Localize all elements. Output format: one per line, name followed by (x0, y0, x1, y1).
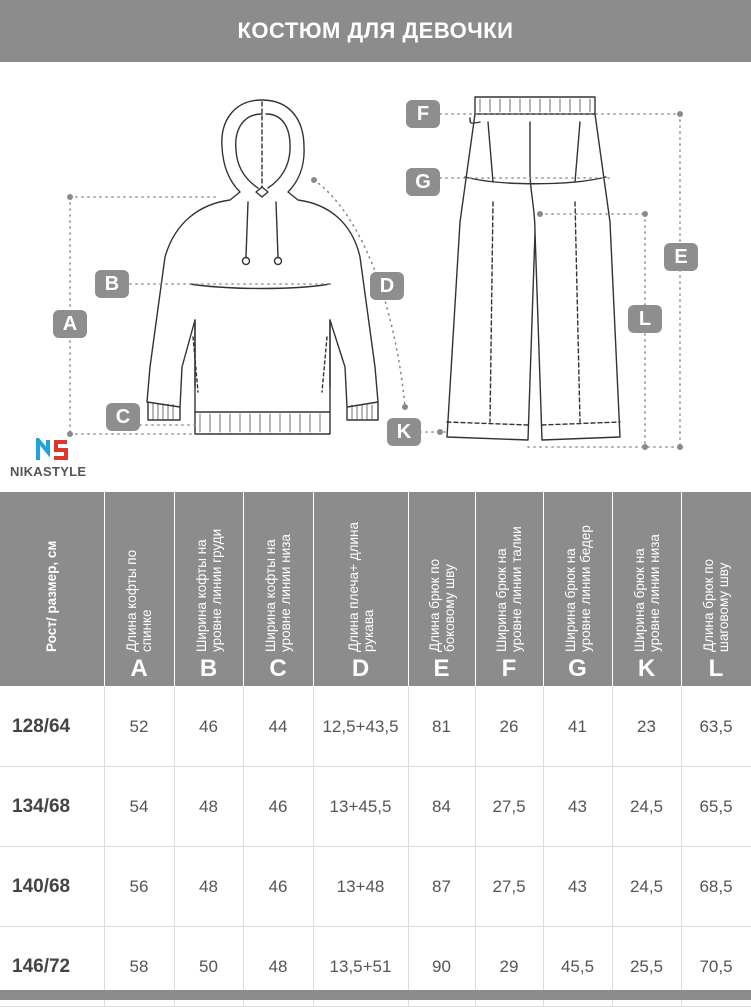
column-desc: Ширина брюк на уровне линии низа (631, 534, 662, 652)
table-cell: 13,5+51 (313, 927, 408, 1007)
table-cell: 48 (174, 847, 243, 927)
label-k: K (387, 418, 421, 446)
label-g: G (406, 168, 440, 196)
label-f: F (406, 100, 440, 128)
table-cell: 48 (243, 927, 313, 1007)
table-cell: 13+48 (313, 847, 408, 927)
table-cell: 41 (543, 687, 612, 767)
table-cell: 56 (104, 847, 174, 927)
column-letter: L (708, 655, 724, 682)
column-letter: D (351, 655, 370, 682)
column-desc: Ширина брюк на уровне линии бедер (562, 525, 593, 652)
table-cell: 27,5 (475, 847, 543, 927)
table-cell: 58 (104, 927, 174, 1007)
size-cell: 140/68 (0, 847, 104, 927)
column-desc: Длина брюк по шаговому шву (701, 558, 731, 652)
size-cell: 128/64 (0, 687, 104, 767)
size-header: Рост/ размер, см (44, 540, 60, 652)
footer-bar (0, 990, 751, 1000)
column-letter: G (568, 655, 587, 682)
nikastyle-logo-icon (36, 438, 70, 462)
column-header (543, 492, 612, 687)
table-cell: 23 (612, 687, 681, 767)
column-desc: Длина брюк по боковому шву (426, 558, 457, 652)
column-letter: C (269, 655, 287, 682)
table-cell: 43 (543, 847, 612, 927)
column-header (681, 492, 751, 687)
table-row (0, 847, 751, 927)
label-l: L (628, 305, 662, 333)
table-cell: 26 (475, 687, 543, 767)
table-cell: 45,5 (543, 927, 612, 1007)
table-cell: 63,5 (681, 687, 751, 767)
column-letter: E (433, 655, 450, 682)
label-e: E (664, 243, 698, 271)
size-cell: 146/72 (0, 927, 104, 1007)
brand-name: NIKASTYLE (10, 464, 87, 479)
size-cell: 134/68 (0, 767, 104, 847)
table-cell: 81 (408, 687, 475, 767)
table-cell: 87 (408, 847, 475, 927)
table-cell: 29 (475, 927, 543, 1007)
table-cell: 27,5 (475, 767, 543, 847)
table-cell: 43 (543, 767, 612, 847)
table-cell: 12,5+43,5 (313, 687, 408, 767)
column-letter: K (637, 655, 656, 682)
table-header-row (0, 492, 751, 687)
table-cell: 90 (408, 927, 475, 1007)
table-cell: 24,5 (612, 767, 681, 847)
column-desc: Ширина брюк на уровне линии талии (494, 526, 524, 652)
size-table (0, 492, 751, 1007)
table-cell: 13+45,5 (313, 767, 408, 847)
table-cell: 25,5 (612, 927, 681, 1007)
label-d: D (370, 272, 404, 300)
table-cell: 54 (104, 767, 174, 847)
table-cell: 46 (243, 847, 313, 927)
label-a: A (53, 310, 87, 338)
table-cell: 84 (408, 767, 475, 847)
size-header-cell (0, 492, 104, 687)
table-cell: 70,5 (681, 927, 751, 1007)
column-letter: A (130, 655, 148, 682)
page-title: КОСТЮМ ДЛЯ ДЕВОЧКИ (237, 18, 514, 43)
column-desc: Ширина кофты на уровне линии груди (193, 528, 224, 652)
table-cell: 65,5 (681, 767, 751, 847)
title-bar (0, 0, 751, 62)
table-cell: 46 (243, 767, 313, 847)
table-cell: 50 (174, 927, 243, 1007)
table-cell: 24,5 (612, 847, 681, 927)
table-row (0, 687, 751, 767)
column-header (408, 492, 475, 687)
column-desc: Длина плеча+ длина рукава (345, 522, 376, 652)
column-header (475, 492, 543, 687)
table-cell: 46 (174, 687, 243, 767)
column-letter: F (501, 655, 517, 682)
table-cell: 52 (104, 687, 174, 767)
table-row (0, 767, 751, 847)
column-header (243, 492, 313, 687)
label-c: C (106, 403, 140, 431)
column-header (174, 492, 243, 687)
table-cell: 48 (174, 767, 243, 847)
column-header (612, 492, 681, 687)
table-cell: 44 (243, 687, 313, 767)
column-letter: B (199, 655, 218, 682)
label-b: B (95, 270, 129, 298)
column-header (104, 492, 174, 687)
column-desc: Длина кофты по спинке (124, 549, 154, 652)
column-desc: Ширина кофты на уровне линии низа (263, 534, 293, 652)
table-cell: 68,5 (681, 847, 751, 927)
column-header (313, 492, 408, 687)
